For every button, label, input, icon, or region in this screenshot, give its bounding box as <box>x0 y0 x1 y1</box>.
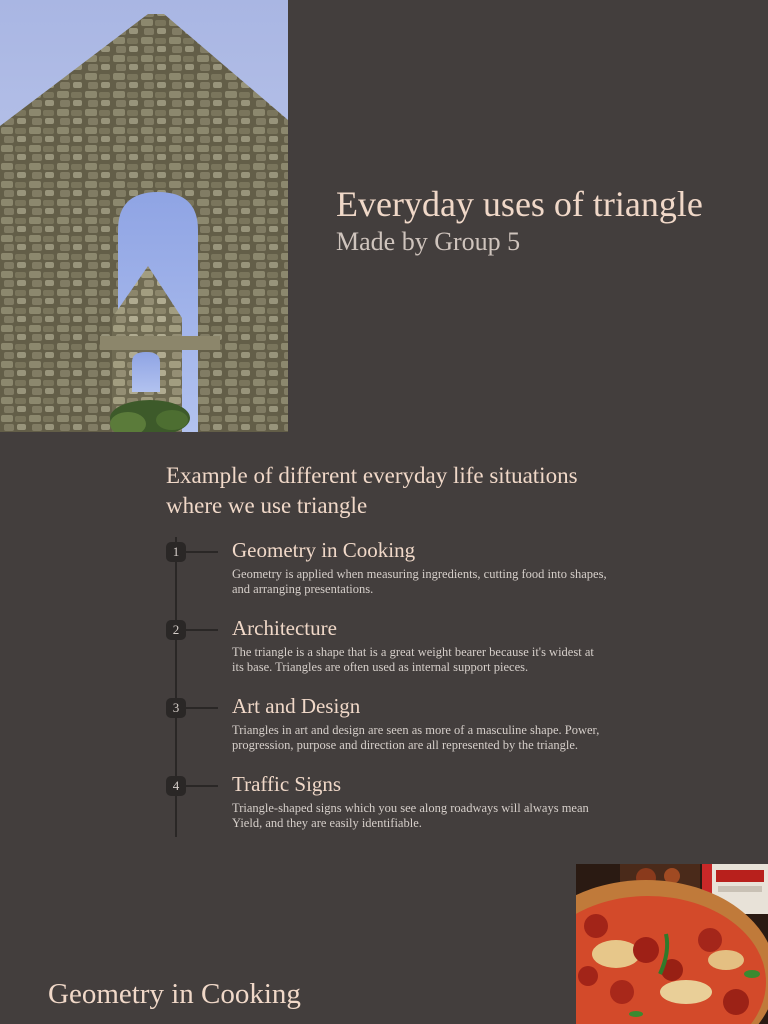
step-connector <box>186 629 218 631</box>
step-connector <box>186 551 218 553</box>
stone-ruins-photo <box>0 0 288 432</box>
step-number-badge: 1 <box>166 542 186 562</box>
step-title: Geometry in Cooking <box>232 538 416 562</box>
step-connector <box>186 707 218 709</box>
step-title: Traffic Signs <box>232 772 342 796</box>
step-number-badge: 3 <box>166 698 186 718</box>
slide-subtitle: Made by Group 5 <box>336 227 521 256</box>
step-number-badge: 4 <box>166 776 186 796</box>
step-description: Geometry is applied when measuring ingredients, cutting food into shapes, and arranging presentations. <box>232 567 607 596</box>
step-description: The triangle is a shape that is a great weight bearer because it's widest at its base. Triangles are often used as internal support pieces. <box>232 645 594 674</box>
step-number-badge: 2 <box>166 620 186 640</box>
step-connector <box>186 785 218 787</box>
title-block <box>336 182 703 258</box>
step-description: Triangles in art and design are seen as more of a masculine shape. Power, progression, purpose and direction are all represented by the triangle. <box>232 723 600 752</box>
step-title: Art and Design <box>232 694 361 718</box>
next-section-title: Geometry in Cooking <box>48 978 301 1010</box>
section-heading: Example of different everyday life situations where we use triangle <box>166 463 578 518</box>
slide-title: Everyday uses of triangle <box>336 184 703 224</box>
step-title: Architecture <box>232 616 337 640</box>
pizza-photo <box>576 864 768 1024</box>
step-description: Triangle-shaped signs which you see along roadways will always mean Yield, and they are easily identifiable. <box>232 801 589 830</box>
